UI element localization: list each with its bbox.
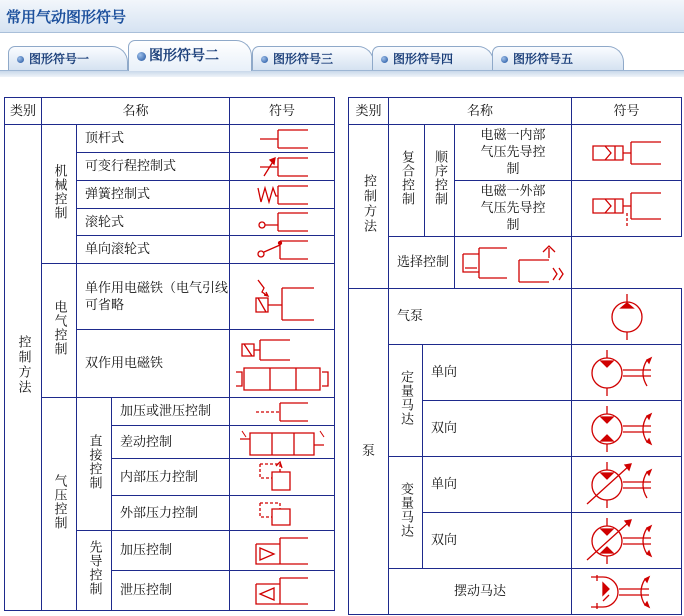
name-cell: 加压控制: [112, 531, 230, 571]
name-cell: 电磁一内部气压先导控制: [455, 125, 572, 181]
pressure-symbol: [230, 398, 335, 426]
pressure-icon: [250, 399, 314, 425]
pump-category-cell: 泵: [349, 289, 389, 615]
internal-pressure-symbol: [230, 459, 335, 496]
group-sequence: 顺序控制: [425, 125, 455, 237]
group-compound: 复合控制: [389, 125, 425, 237]
name-cell: 气泵: [389, 289, 572, 345]
internal-pressure-icon: [250, 460, 314, 494]
category-cell: 控制方法: [349, 125, 389, 289]
variable-motor-two-way-icon: [577, 516, 677, 566]
category-cell: 控制方法: [5, 125, 42, 611]
double-solenoid-icon: [234, 334, 330, 394]
left-symbol-table: [4, 97, 335, 611]
header-category: 类别: [5, 98, 42, 125]
name-cell: 内部压力控制: [112, 459, 230, 496]
name-cell: 加压或泄压控制: [112, 398, 230, 426]
name-cell: 电磁一外部气压先导控制: [455, 181, 572, 237]
fixed-motor-one-way-icon: [577, 348, 677, 398]
name-cell: 双向: [423, 513, 572, 569]
one-way-roller-icon: [250, 237, 314, 263]
variable-motor-one-way-icon: [577, 460, 677, 510]
name-cell: 单向: [423, 457, 572, 513]
roller-icon: [250, 209, 314, 235]
tab-2[interactable]: 图形符号二: [128, 40, 252, 71]
pilot-release-icon: [250, 574, 314, 608]
tab-bullet-icon: [137, 52, 146, 61]
single-solenoid-icon: [242, 270, 322, 324]
name-cell: 外部压力控制: [112, 496, 230, 531]
push-rod-symbol: [230, 125, 335, 153]
pilot-release-symbol: [230, 571, 335, 611]
variable-stroke-symbol: [230, 153, 335, 181]
name-cell: 摆动马达: [389, 569, 572, 615]
solenoid-internal-pilot-symbol: [572, 125, 682, 181]
group-variable-motor: 变量马达: [389, 457, 423, 569]
group-pneu: 气压控制: [42, 398, 77, 611]
title-bar: [0, 0, 684, 33]
tab-5[interactable]: 图形符号五: [492, 46, 624, 70]
variable-motor-one-way-symbol: [572, 457, 682, 513]
name-cell: 可变行程控制式: [77, 153, 230, 181]
group-direct: 直接控制: [77, 398, 112, 531]
external-pressure-icon: [250, 497, 314, 529]
name-cell: 弹簧控制式: [77, 181, 230, 209]
page-title: 常用气动图形符号: [6, 8, 127, 26]
tab-underline: [0, 70, 684, 77]
name-cell: 双作用电磁铁: [77, 330, 230, 398]
group-fixed-motor: 定量马达: [389, 345, 423, 457]
variable-stroke-icon: [250, 154, 314, 180]
header-name: 名称: [389, 98, 572, 125]
variable-motor-two-way-symbol: [572, 513, 682, 569]
differential-symbol: [230, 426, 335, 459]
tab-bullet-icon: [17, 56, 24, 63]
header-name: 名称: [42, 98, 230, 125]
name-cell: 单向: [423, 345, 572, 401]
roller-symbol: [230, 209, 335, 236]
fixed-motor-one-way-symbol: [572, 345, 682, 401]
air-pump-icon: [597, 292, 657, 342]
solenoid-external-pilot-icon: [587, 189, 667, 229]
name-cell: 双向: [423, 401, 572, 457]
header-symbol: 符号: [572, 98, 682, 125]
tab-3[interactable]: 图形符号三: [252, 46, 374, 70]
name-cell: 滚轮式: [77, 209, 230, 236]
push-rod-icon: [250, 126, 314, 152]
tab-bullet-icon: [501, 56, 508, 63]
name-cell: 单向滚轮式: [77, 236, 230, 264]
tab-4[interactable]: 图形符号四: [372, 46, 494, 70]
right-control-table: [348, 97, 682, 289]
pilot-pressure-symbol: [230, 531, 335, 571]
group-elec: 电气控制: [42, 264, 77, 398]
swing-motor-symbol: [572, 569, 682, 615]
selective-icon: [459, 240, 567, 286]
name-cell: 顶杆式: [77, 125, 230, 153]
name-cell: 单作用电磁铁（电气引线可省略: [77, 264, 230, 330]
group-mech: 机械控制: [42, 125, 77, 264]
header-category: 类别: [349, 98, 389, 125]
one-way-roller-symbol: [230, 236, 335, 264]
double-solenoid-symbol: [230, 330, 335, 398]
single-solenoid-symbol: [230, 264, 335, 330]
solenoid-external-pilot-symbol: [572, 181, 682, 237]
spring-icon: [250, 182, 314, 208]
external-pressure-symbol: [230, 496, 335, 531]
pilot-pressure-icon: [250, 534, 314, 568]
header-symbol: 符号: [230, 98, 335, 125]
tab-bullet-icon: [261, 56, 268, 63]
name-cell: 选择控制: [389, 237, 455, 289]
fixed-motor-two-way-symbol: [572, 401, 682, 457]
tab-bar: [0, 40, 684, 72]
name-cell: 差动控制: [112, 426, 230, 459]
right-pump-table: [348, 288, 682, 615]
solenoid-internal-pilot-icon: [587, 138, 667, 168]
tab-bullet-icon: [381, 56, 388, 63]
differential-icon: [234, 427, 330, 457]
group-pilot: 先导控制: [77, 531, 112, 611]
fixed-motor-two-way-icon: [577, 404, 677, 454]
selective-symbol: [455, 237, 572, 289]
air-pump-symbol: [572, 289, 682, 345]
spring-symbol: [230, 181, 335, 209]
tab-1[interactable]: 图形符号一: [8, 46, 128, 70]
swing-motor-icon: [577, 571, 677, 613]
name-cell: 泄压控制: [112, 571, 230, 611]
